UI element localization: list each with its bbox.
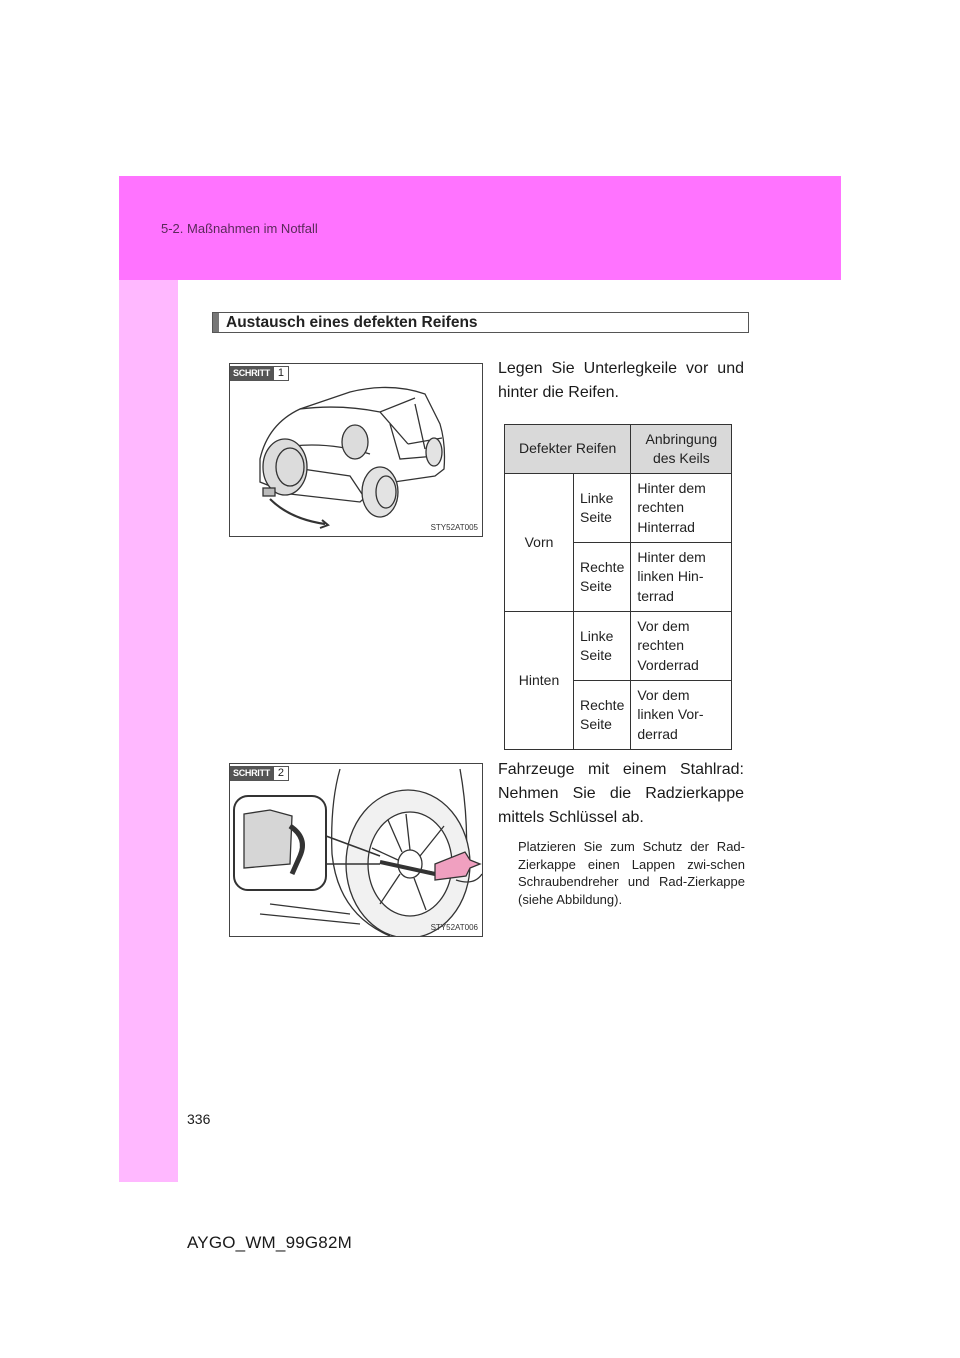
hubcap-removal-illustration — [230, 764, 483, 937]
document-code: AYGO_WM_99G82M — [187, 1233, 352, 1252]
step-badge-word: SCHRITT — [230, 366, 273, 381]
step2-text: Fahrzeuge mit einem Stahlrad: Nehmen Sie die Radzierkappe mittels Schlüssel ab. — [498, 761, 744, 826]
placement-cell: Vor dem rechten Vorderrad — [631, 612, 732, 681]
placement-cell: Hinter dem rechten Hinterrad — [631, 474, 732, 543]
heading-text: Austausch eines defekten Reifens — [226, 314, 478, 331]
side-cell: Linke Seite — [574, 612, 631, 681]
table-row — [505, 474, 732, 543]
page-number: 336 — [187, 1111, 211, 1127]
position-rear: Hinten — [505, 612, 574, 750]
section-heading — [212, 312, 749, 333]
step2-figure — [229, 763, 483, 937]
placement-cell: Hinter dem linken Hin-terrad — [631, 543, 732, 612]
side-cell: Rechte Seite — [574, 543, 631, 612]
wedge-placement-table — [504, 424, 732, 750]
step-badge-number: 1 — [273, 366, 289, 381]
table-header-wedge: Anbringung des Keils — [631, 425, 732, 474]
step-badge — [230, 366, 289, 381]
section-label: 5-2. Maßnahmen im Notfall — [161, 221, 318, 236]
side-cell: Rechte Seite — [574, 681, 631, 750]
side-cell: Linke Seite — [574, 474, 631, 543]
step-badge — [230, 766, 289, 781]
step2-note: Platzieren Sie zum Schutz der Rad-Zierkappe einen Lappen zwi-schen Schraubendreher und Rad-Zierkappe (siehe Abbildung). — [518, 839, 745, 907]
side-band — [119, 280, 178, 1182]
table-row — [505, 612, 732, 681]
placement-cell: Vor dem linken Vor-derrad — [631, 681, 732, 750]
position-front: Vorn — [505, 474, 574, 612]
step-badge-word: SCHRITT — [230, 766, 273, 781]
heading-bar — [213, 313, 219, 332]
step1-figure — [229, 363, 483, 537]
figure-code: STY52AT006 — [430, 923, 478, 932]
step-badge-number: 2 — [273, 766, 289, 781]
car-wedge-illustration — [230, 364, 483, 537]
figure-code: STY52AT005 — [430, 523, 478, 532]
table-header-tire: Defekter Reifen — [505, 425, 631, 474]
step1-text: Legen Sie Unterlegkeile vor und hinter die Reifen. — [498, 360, 744, 401]
